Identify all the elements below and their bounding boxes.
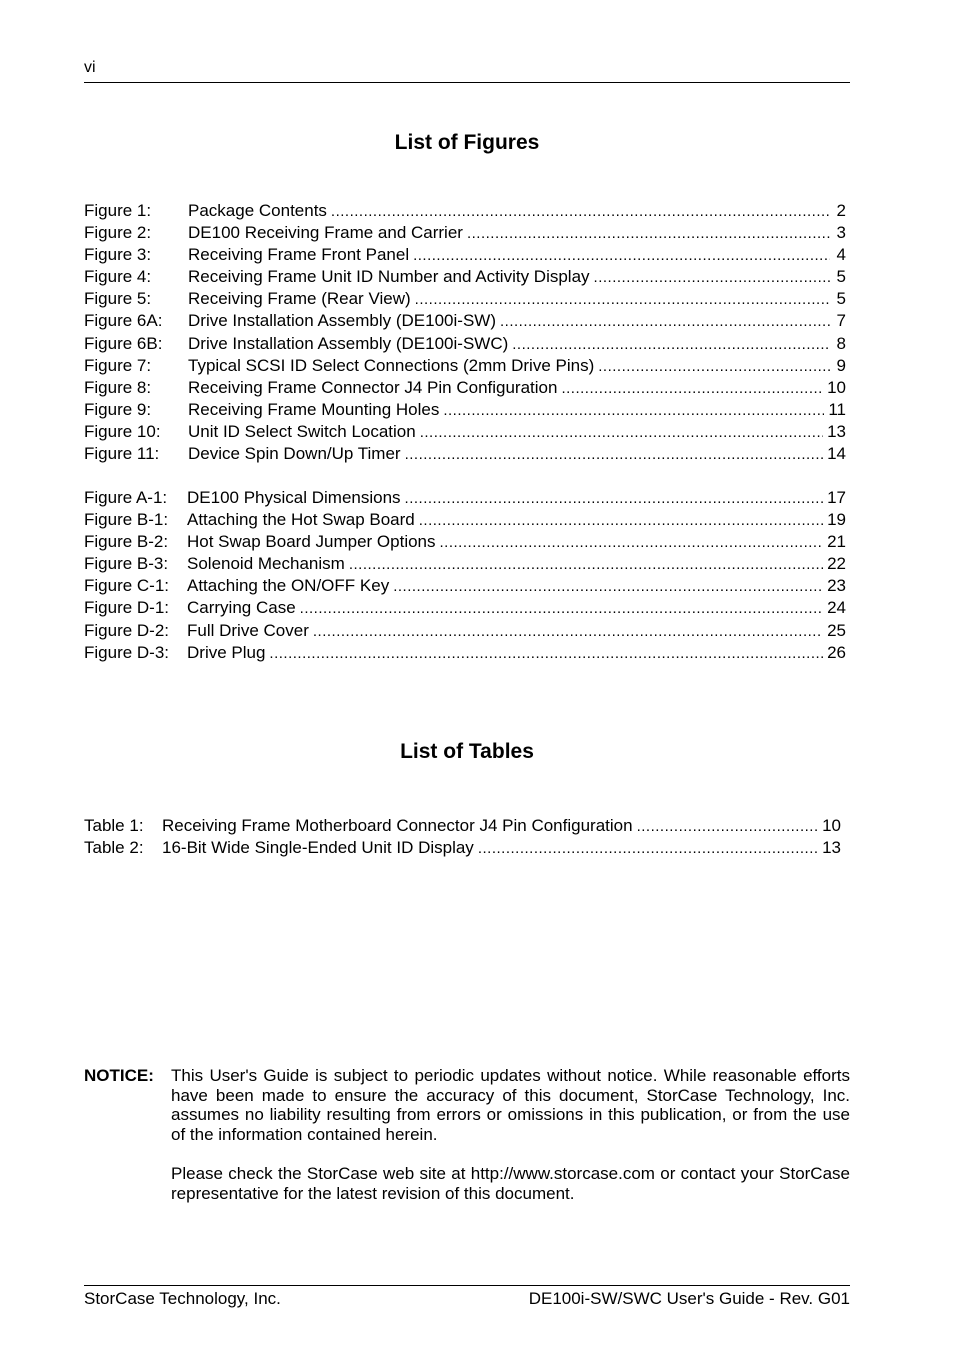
notice-paragraph: Please check the StorCase web site at http://www.storcase.com or contact your StorCase representative for the latest revision of this document.	[171, 1163, 850, 1203]
list-of-tables-heading: List of Tables	[400, 740, 534, 763]
toc-entry-label: Figure 6B:	[84, 333, 163, 353]
toc-entry-title: Solenoid Mechanism	[187, 554, 345, 574]
toc-entry-page: 10	[822, 816, 841, 835]
toc-entry-title: Drive Installation Assembly (DE100i-SW)	[188, 311, 496, 331]
dot-leader	[500, 311, 830, 333]
toc-entry-label: Figure 4:	[84, 267, 152, 287]
toc-entry-label: Figure 10:	[84, 421, 161, 441]
footer-rule	[84, 1285, 850, 1286]
toc-entry	[84, 266, 846, 288]
toc-entry-title: DE100 Receiving Frame and Carrier	[188, 223, 463, 243]
toc-entry-page: 23	[827, 576, 846, 596]
toc-entry-label: Table 2:	[84, 838, 144, 858]
toc-entry-page: 21	[827, 532, 846, 552]
dot-leader	[269, 643, 823, 665]
page-number: vi	[84, 59, 96, 76]
toc-entry-page: 13	[827, 421, 846, 441]
toc-entry-label: Figure D-2:	[84, 620, 170, 640]
footer-company: StorCase Technology, Inc.	[84, 1289, 281, 1308]
dot-leader	[415, 289, 830, 311]
toc-entry	[84, 553, 846, 575]
footer	[84, 1289, 850, 1309]
toc-entry-label: Figure B-1:	[84, 510, 169, 530]
toc-entry-title: Attaching the ON/OFF Key	[187, 576, 390, 596]
figures-list-main	[84, 200, 846, 465]
toc-entry-page: 13	[822, 838, 841, 858]
toc-entry-title: Receiving Frame Connector J4 Pin Configuration	[188, 377, 558, 397]
toc-entry-label: Figure A-1:	[84, 488, 168, 507]
toc-entry-label: Figure 3:	[84, 245, 152, 265]
toc-entry-title: Unit ID Select Switch Location	[188, 421, 416, 441]
toc-entry	[84, 310, 846, 332]
toc-entry	[84, 399, 846, 421]
dot-leader	[413, 245, 830, 267]
dot-leader	[419, 510, 823, 532]
toc-entry-page: 3	[836, 223, 846, 243]
toc-entry	[84, 487, 846, 509]
header-rule	[84, 82, 850, 83]
footer-document-title: DE100i-SW/SWC User's Guide - Rev. G01	[528, 1289, 850, 1308]
toc-entry	[84, 815, 841, 837]
figures-list-appendix	[84, 487, 846, 664]
toc-entry	[84, 597, 846, 619]
toc-entry-label: Figure D-1:	[84, 598, 170, 618]
dot-leader	[478, 838, 818, 860]
toc-entry	[84, 355, 846, 377]
toc-entry	[84, 244, 846, 266]
toc-entry-title: Drive Installation Assembly (DE100i-SWC)	[188, 333, 509, 353]
toc-entry-page: 25	[827, 620, 846, 640]
toc-entry-label: Figure 9:	[84, 399, 152, 419]
toc-entry	[84, 531, 846, 553]
toc-entry-label: Figure 11:	[84, 444, 160, 464]
toc-entry	[84, 333, 846, 355]
dot-leader	[443, 400, 824, 422]
notice-body	[171, 1066, 850, 1203]
toc-entry-label: Table 1:	[84, 816, 144, 835]
toc-entry-label: Figure D-3:	[84, 642, 170, 662]
dot-leader	[594, 267, 830, 289]
toc-entry-title: Full Drive Cover	[187, 620, 309, 640]
notice-block	[84, 1066, 850, 1223]
notice-paragraph: This User's Guide is subject to periodic updates without notice. While reasonable efforts have been made to ensure the accuracy of this document, StorCase Technology, Inc. assumes no liability resulting from errors or omissions in this publication, or from the use of the information contained herein.	[171, 1066, 850, 1144]
toc-entry	[84, 642, 846, 664]
dot-leader	[313, 621, 823, 643]
toc-entry-title: 16-Bit Wide Single-Ended Unit ID Display	[162, 838, 474, 858]
dot-leader	[467, 223, 830, 245]
toc-entry-label: Figure 2:	[84, 223, 152, 243]
toc-entry-label: Figure B-2:	[84, 532, 169, 552]
toc-entry-title: Carrying Case	[187, 598, 296, 618]
dot-leader	[512, 334, 830, 356]
toc-entry-page: 14	[827, 444, 846, 464]
toc-entry-title: Hot Swap Board Jumper Options	[187, 532, 436, 552]
toc-entry	[84, 421, 846, 443]
toc-entry	[84, 620, 846, 642]
toc-entry-page: 5	[836, 289, 846, 309]
toc-entry-page: 24	[827, 598, 846, 618]
dot-leader	[349, 554, 823, 576]
toc-entry-title: Receiving Frame Mounting Holes	[188, 399, 440, 419]
toc-entry	[84, 837, 841, 859]
toc-entry-page: 9	[836, 355, 846, 375]
toc-entry-title: DE100 Physical Dimensions	[187, 488, 401, 507]
toc-entry-page: 10	[827, 377, 846, 397]
toc-entry	[84, 377, 846, 399]
toc-entry-label: Figure C-1:	[84, 576, 170, 596]
toc-entry-page: 11	[828, 399, 846, 419]
toc-entry-label: Figure B-3:	[84, 554, 169, 574]
toc-entry	[84, 575, 846, 597]
toc-entry-title: Attaching the Hot Swap Board	[187, 510, 415, 530]
dot-leader	[561, 378, 823, 400]
toc-entry-title: Receiving Frame Unit ID Number and Activity Display	[188, 267, 590, 287]
toc-entry	[84, 443, 846, 465]
toc-entry-page: 4	[836, 245, 846, 265]
list-of-figures-heading: List of Figures	[394, 131, 540, 154]
toc-entry-label: Figure 5:	[84, 289, 152, 309]
toc-entry-title: Receiving Frame (Rear View)	[188, 289, 411, 309]
dot-leader	[420, 422, 823, 444]
toc-entry	[84, 200, 846, 222]
dot-leader	[331, 201, 830, 223]
toc-entry-title: Device Spin Down/Up Timer	[188, 444, 401, 464]
dot-leader	[393, 576, 823, 598]
dot-leader	[405, 488, 824, 510]
toc-entry-title: Typical SCSI ID Select Connections (2mm Drive Pins)	[188, 355, 595, 375]
dot-leader	[440, 532, 824, 554]
toc-entry-page: 26	[827, 642, 846, 662]
toc-entry-label: Figure 1:	[84, 201, 152, 220]
toc-entry	[84, 509, 846, 531]
toc-entry-page: 7	[836, 311, 846, 331]
toc-entry-label: Figure 8:	[84, 377, 152, 397]
toc-entry-title: Receiving Frame Front Panel	[188, 245, 410, 265]
dot-leader	[300, 598, 823, 620]
toc-entry-page: 2	[836, 201, 846, 220]
toc-entry-title: Receiving Frame Motherboard Connector J4 Pin Configuration	[162, 816, 633, 835]
toc-entry-label: Figure 7:	[84, 355, 152, 375]
toc-entry	[84, 288, 846, 310]
dot-leader	[405, 444, 824, 466]
toc-entry-page: 22	[827, 554, 846, 574]
toc-entry-page: 17	[827, 488, 846, 507]
toc-entry-label: Figure 6A:	[84, 311, 163, 331]
toc-entry	[84, 222, 846, 244]
toc-entry-title: Drive Plug	[187, 642, 266, 662]
dot-leader	[637, 816, 819, 838]
toc-entry-page: 5	[836, 267, 846, 287]
toc-entry-title: Package Contents	[188, 201, 327, 220]
dot-leader	[598, 356, 830, 378]
tables-list	[84, 815, 841, 859]
notice-label: NOTICE:	[84, 1066, 154, 1085]
toc-entry-page: 19	[827, 510, 846, 530]
toc-entry-page: 8	[836, 333, 846, 353]
